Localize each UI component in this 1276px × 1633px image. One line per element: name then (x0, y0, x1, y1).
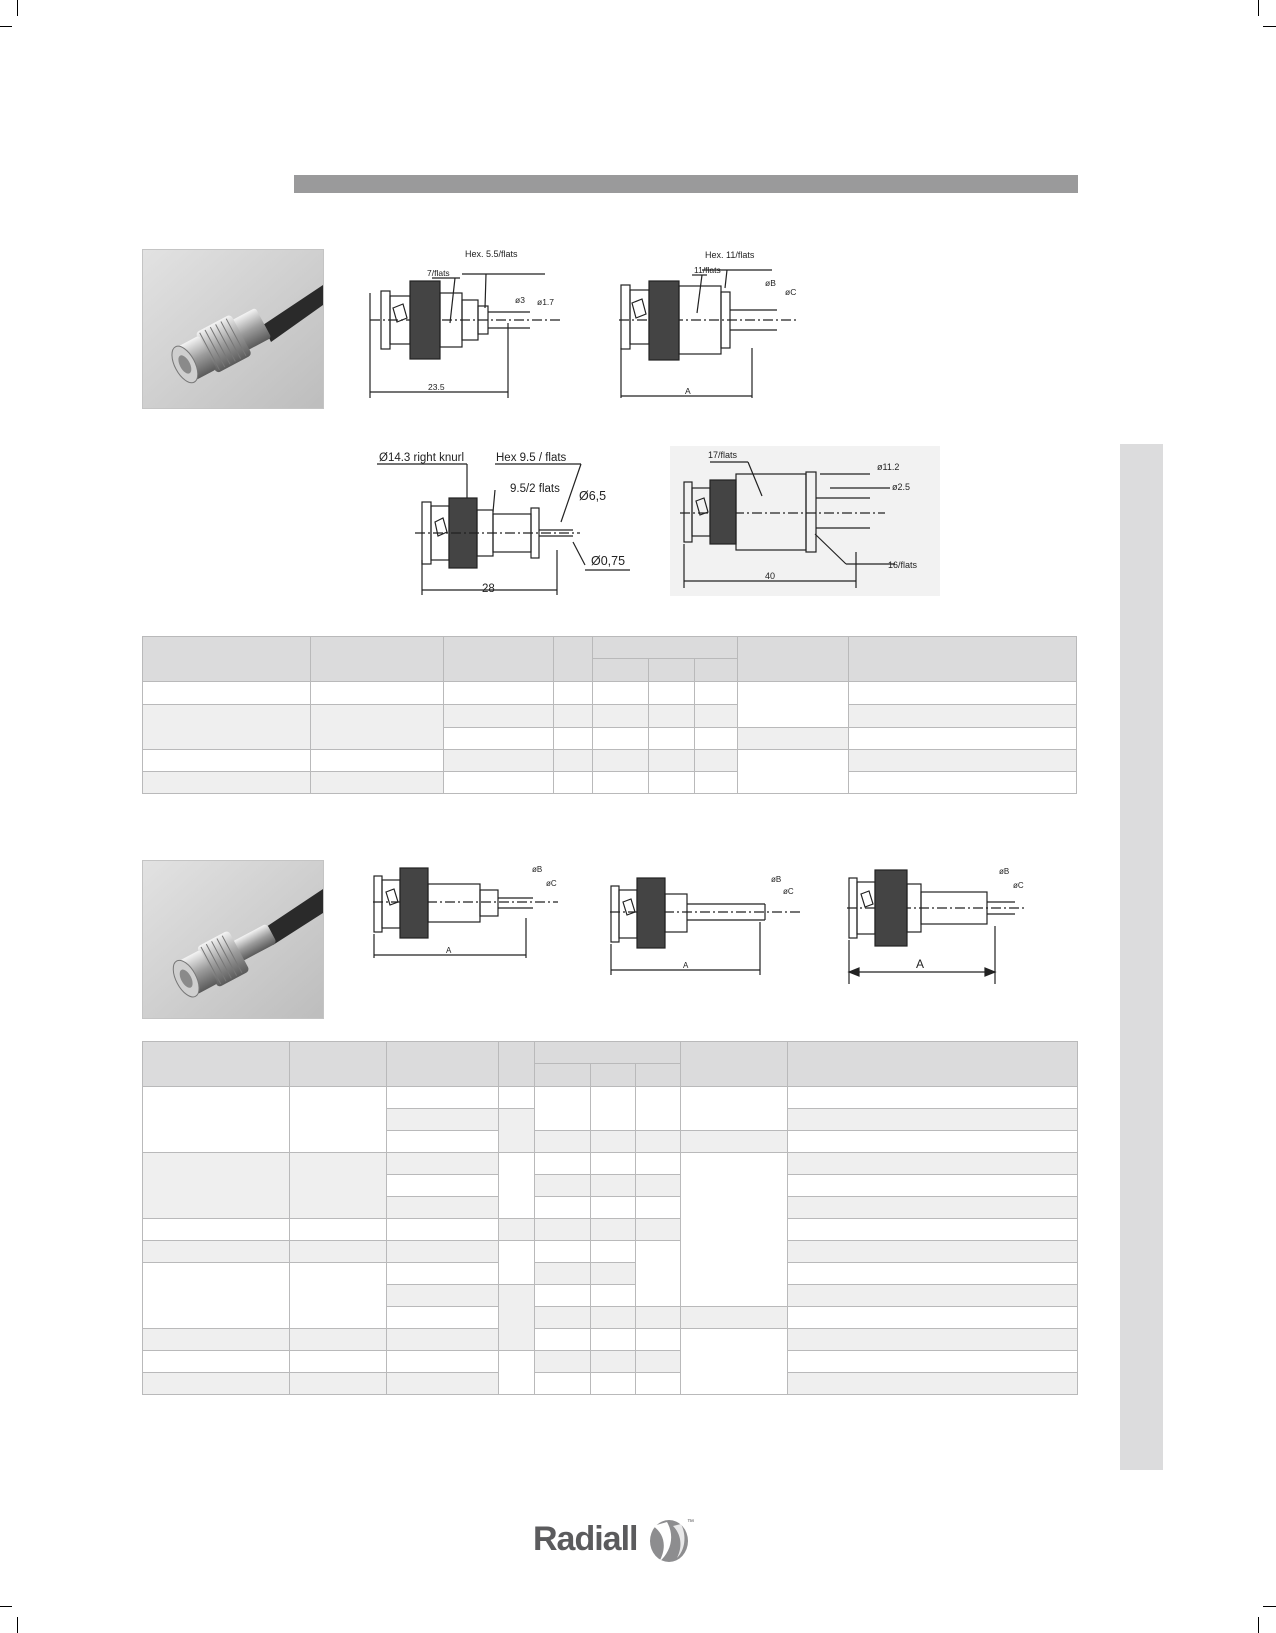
label-diameter-c: øC (546, 879, 557, 888)
label-diameter-c: øC (783, 887, 794, 896)
table-row (143, 1241, 1078, 1263)
label-diameter-b: øB (999, 867, 1010, 876)
label-length-a: A (683, 961, 689, 970)
label-diameter-2-5: ø2.5 (892, 482, 911, 492)
label-diameter-6-5: Ø6,5 (579, 489, 607, 503)
label-diameter-b: øB (532, 865, 543, 874)
table-row (143, 772, 1077, 794)
crop-mark (17, 1617, 18, 1633)
label-length-23-5: 23.5 (428, 382, 445, 392)
side-tab-band (1120, 444, 1163, 1470)
label-diameter-0-75: Ø0,75 (591, 554, 626, 568)
table-row (143, 1373, 1078, 1395)
product-photo-connector-2 (142, 860, 324, 1019)
radiall-logo (533, 1516, 698, 1566)
crop-mark (17, 0, 18, 16)
label-7-flats: 7/flats (427, 268, 450, 278)
label-length-a: A (916, 957, 925, 971)
crop-mark (1263, 26, 1276, 27)
label-diameter-11-2: ø11.2 (877, 462, 900, 472)
dimension-drawing-7 (845, 862, 1030, 987)
label-diameter-3: ø3 (515, 295, 525, 305)
crop-mark (1258, 0, 1259, 16)
label-length-40: 40 (765, 571, 776, 581)
dimension-drawing-6 (605, 870, 805, 980)
section-header-bar (294, 175, 1078, 193)
dimension-drawing-4 (670, 446, 940, 596)
label-hex-9-5-flats: Hex 9.5 / flats (496, 452, 567, 464)
label-9-5-2-flats: 9.5/2 flats (510, 483, 560, 495)
label-17-flats: 17/flats (708, 450, 738, 460)
label-length-a: A (685, 386, 691, 396)
label-hex-11-flats: Hex. 11/flats (705, 250, 755, 260)
table-row (143, 705, 1077, 728)
table-row (143, 1263, 1078, 1285)
spec-table-2 (142, 1041, 1078, 1395)
dimension-drawing-3 (375, 450, 635, 600)
table-row (143, 1153, 1078, 1175)
table-row (143, 750, 1077, 772)
crop-mark (1258, 1617, 1259, 1633)
label-16-flats: 16/flats (888, 560, 918, 570)
crop-mark (1263, 1606, 1276, 1607)
crop-mark (0, 26, 12, 27)
table-row (143, 682, 1077, 705)
label-length-a: A (446, 946, 452, 955)
table-row (143, 1087, 1078, 1109)
label-length-28: 28 (482, 583, 495, 595)
label-hex-5-5-flats: Hex. 5.5/flats (465, 249, 518, 259)
label-diameter-b: øB (765, 278, 776, 288)
product-photo-connector-1 (142, 249, 324, 409)
spec-table-1 (142, 636, 1077, 794)
label-diameter-14-3-right-knurl: Ø14.3 right knurl (379, 452, 465, 464)
label-diameter-c: øC (785, 287, 797, 297)
dimension-drawing-5 (368, 862, 563, 962)
label-diameter-c: øC (1013, 881, 1024, 890)
brand-name: Radiall (533, 1520, 638, 1558)
dimension-drawing-1 (365, 248, 575, 413)
label-diameter-1-7: ø1.7 (537, 297, 555, 307)
label-diameter-b: øB (771, 875, 782, 884)
table-row (143, 1219, 1078, 1241)
trademark-symbol: ™ (687, 1519, 694, 1526)
label-11-flats: 11/flats (694, 265, 721, 275)
dimension-drawing-2 (617, 248, 812, 413)
table-row (143, 1329, 1078, 1351)
radiall-logo-mark-icon (645, 1516, 697, 1566)
table-row (143, 1351, 1078, 1373)
crop-mark (0, 1606, 12, 1607)
